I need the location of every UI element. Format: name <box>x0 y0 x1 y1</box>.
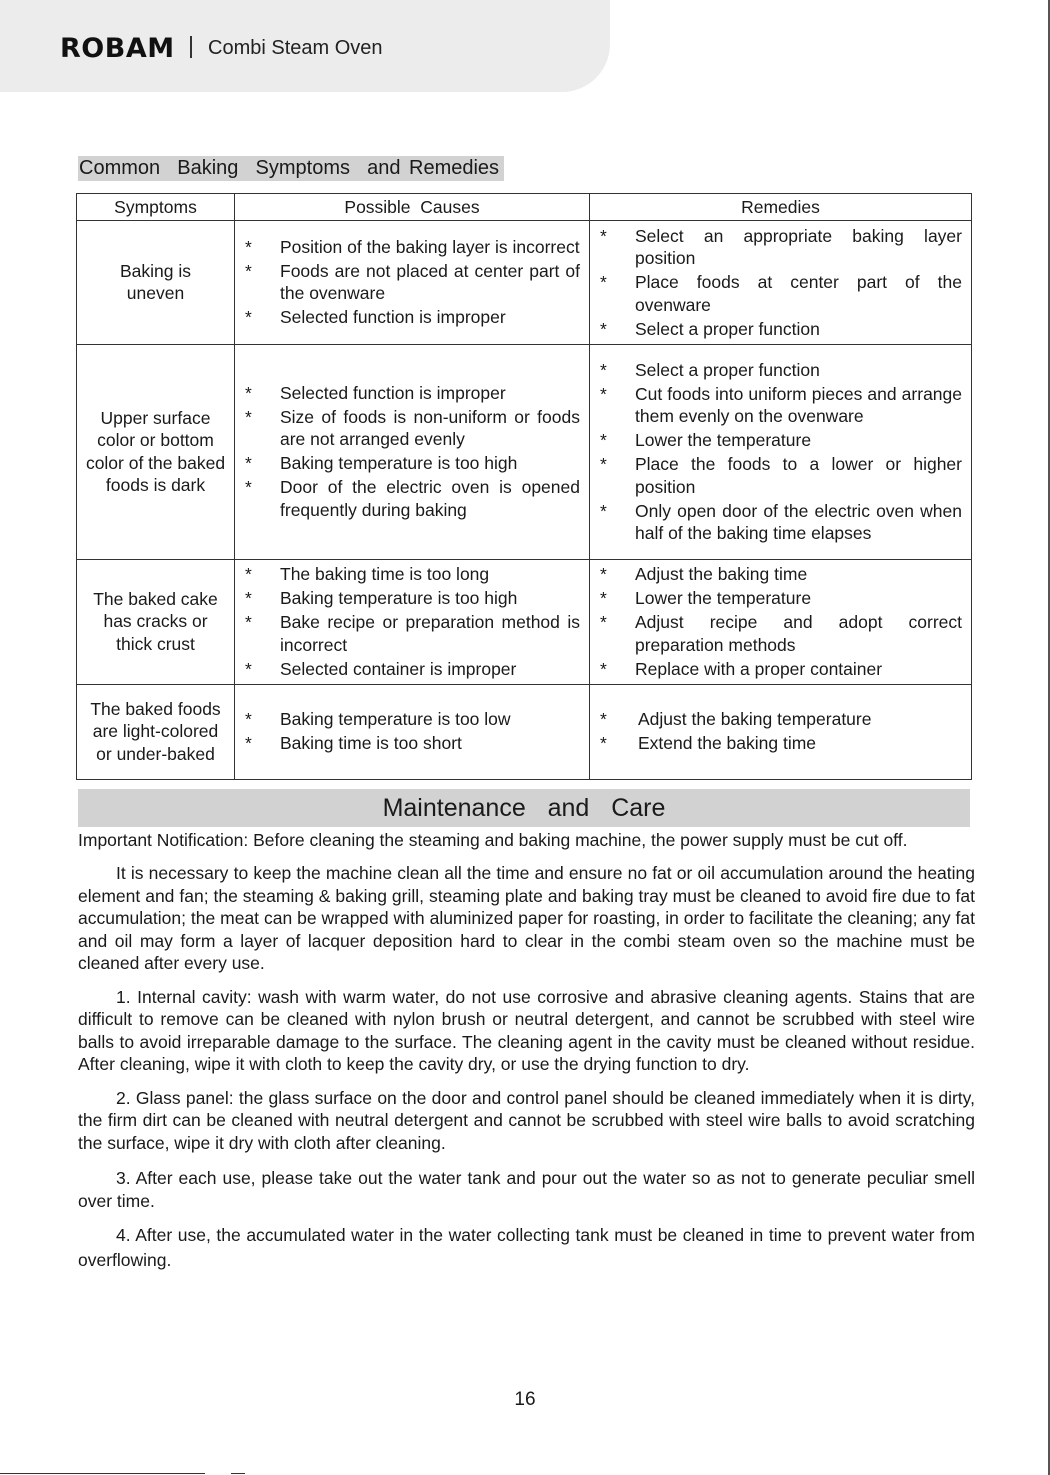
symptom-cell <box>77 221 235 345</box>
table-row <box>77 684 972 779</box>
remedy-item: * Select a proper function <box>600 318 962 341</box>
section-title: Common Baking Symptoms and Remedies <box>78 156 504 181</box>
table-header-row <box>77 194 972 221</box>
page-number: 16 <box>514 1389 536 1410</box>
table-row <box>77 221 972 345</box>
remedy-item: * Replace with a proper container <box>600 658 962 681</box>
remedies-cell <box>590 684 972 779</box>
maintenance-body <box>78 829 975 1284</box>
maintenance-title: Maintenance and Care <box>78 789 970 827</box>
symptom-cell <box>77 559 235 684</box>
cause-item: * Baking temperature is too low <box>245 708 580 731</box>
glass-panel-paragraph: 2. Glass panel: the glass surface on the door and control panel should be cleaned immediately when it is dirty, the firm dirt can be cleaned with neutral detergent and cannot be scrubbed with steel wire balls to avoid scratching the surface, wipe it dry with cloth after cleaning. <box>78 1087 975 1153</box>
internal-cavity-paragraph: 1. Internal cavity: wash with warm water, do not use corrosive and abrasive cleaning agents. Stains that are difficult to remove can be cleaned with nylon brush or neutral detergent, and cannot be scrubbed with steel wire balls to avoid irreparable damage to the surface. The cleaning agent in the cavity must be cleaned without residue. After cleaning, wipe it with cloth to keep the cavity dry, or use the drying function to dry. <box>78 986 975 1074</box>
footer-rule <box>0 1473 205 1474</box>
water-tank-paragraph: 3. After each use, please take out the water tank and pour out the water so as not to generate peculiar smell over time. <box>78 1168 975 1211</box>
cause-item: * Bake recipe or preparation method is incorrect <box>245 611 580 656</box>
causes-cell <box>235 221 590 345</box>
remedy-item: * Cut foods into uniform pieces and arrange them evenly on the ovenware <box>600 383 962 428</box>
product-name: Combi Steam Oven <box>208 37 383 59</box>
header-remedies: Remedies <box>590 194 972 221</box>
symptom-text: The baked cake has cracks or thick crust <box>93 588 218 654</box>
header-divider <box>190 36 192 58</box>
causes-cell <box>235 344 590 559</box>
remedy-item: * Extend the baking time <box>600 732 962 755</box>
cause-item: * Door of the electric oven is opened frequently during baking <box>245 476 580 521</box>
cause-item: * Selected function is improper <box>245 382 580 405</box>
symptom-text: The baked foods are light-colored or under-baked <box>90 698 221 764</box>
table-row <box>77 344 972 559</box>
cause-item: * Selected function is improper <box>245 306 580 329</box>
remedy-item: * Adjust recipe and adopt correct preparation methods <box>600 611 962 656</box>
remedies-cell <box>590 344 972 559</box>
remedy-item: * Select a proper function <box>600 359 962 382</box>
remedy-item: * Select an appropriate baking layer position <box>600 225 962 270</box>
table-row <box>77 559 972 684</box>
cause-item: * Size of foods is non-uniform or foods are not arranged evenly <box>245 406 580 451</box>
remedies-cell <box>590 559 972 684</box>
remedy-item: * Place the foods to a lower or higher position <box>600 453 962 498</box>
remedy-item: * Lower the temperature <box>600 429 962 452</box>
brand-logo: ROBAM <box>60 33 175 64</box>
cause-item: * Baking temperature is too high <box>245 452 580 475</box>
symptoms-table <box>76 193 972 780</box>
symptom-cell <box>77 344 235 559</box>
remedy-item: * Lower the temperature <box>600 587 962 610</box>
cause-item: * Baking temperature is too high <box>245 587 580 610</box>
causes-cell <box>235 559 590 684</box>
cause-item: * Foods are not placed at center part of the ovenware <box>245 260 580 305</box>
remedies-cell <box>590 221 972 345</box>
cause-item: * The baking time is too long <box>245 563 580 586</box>
header-symptoms: Symptoms <box>77 194 235 221</box>
cause-item: * Position of the baking layer is incorrect <box>245 236 580 259</box>
notification-paragraph: Important Notification: Before cleaning the steaming and baking machine, the power supply must be cut off. <box>78 830 908 850</box>
symptom-text: Baking is uneven <box>119 260 191 304</box>
remedy-item: * Adjust the baking temperature <box>600 708 962 731</box>
symptom-cell <box>77 684 235 779</box>
remedy-item: * Adjust the baking time <box>600 563 962 586</box>
header-causes: Possible Causes <box>235 194 590 221</box>
remedy-item: * Place foods at center part of the ovenware <box>600 271 962 316</box>
intro-paragraph: It is necessary to keep the machine clean all the time and ensure no fat or oil accumulation around the heating element and fan; the steaming & baking grill, steaming plate and baking tray must be cleaned to avoid fire due to fat accumulation; the meat can be wrapped with aluminized paper for roasting, in order to facilitate the cleaning; any fat and oil may form a layer of lacquer deposition hard to clear in the combi steam oven so the machine must be cleaned after every use. <box>78 863 975 973</box>
cause-item: * Baking time is too short <box>245 732 580 755</box>
collecting-tank-paragraph: 4. After use, the accumulated water in the water collecting tank must be cleaned in time to prevent water from overflowing. <box>78 1225 975 1270</box>
symptom-text: Upper surface color or bottom color of the baked foods is dark <box>85 407 226 495</box>
causes-cell <box>235 684 590 779</box>
cause-item: * Selected container is improper <box>245 658 580 681</box>
header-tab <box>0 0 610 92</box>
footer-rule-short <box>231 1473 245 1474</box>
remedy-item: * Only open door of the electric oven when half of the baking time elapses <box>600 500 962 545</box>
